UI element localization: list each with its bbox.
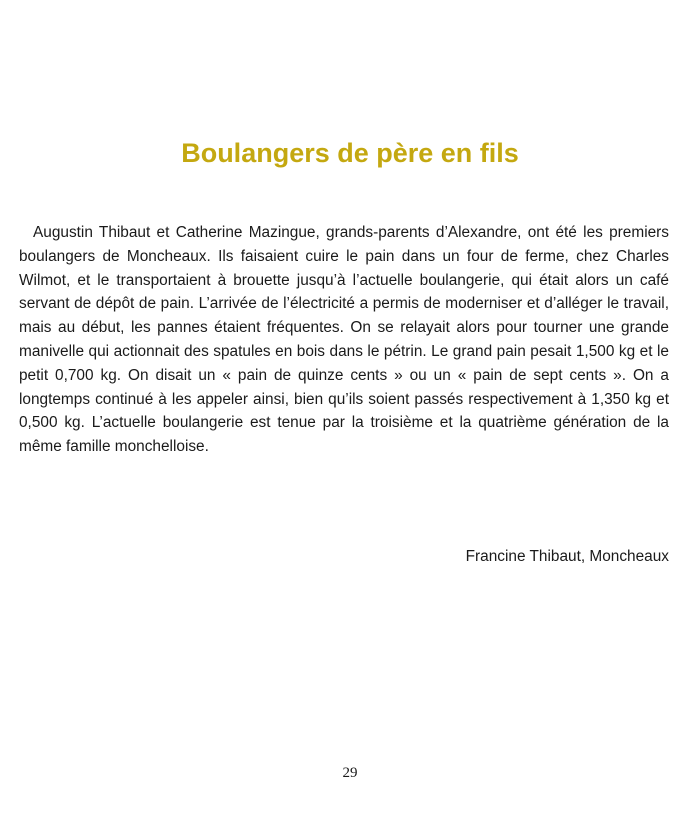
author-signature: Francine Thibaut, Moncheaux bbox=[465, 548, 669, 565]
body-paragraph: Augustin Thibaut et Catherine Mazingue, grands-parents d’Alexandre, ont été les premiers boulangers de Moncheaux. Ils faisaient cuire le pain dans un four de ferme, chez Charles Wilmot, et le transportaient à brouette jusqu’à l’actuelle boulangerie, qui était alors un café servant de dépôt de pain. L’arrivée de l’électricité a permis de moderniser et d’alléger le travail, mais au début, les pannes étaient fréquentes. On se relayait alors pour tourner une grande manivelle qui actionnait des spatules en bois dans le pétrin. Le grand pain pesait 1,500 kg et le petit 0,700 kg. On disait un « pain de quinze cents » ou un « pain de sept cents ». On a longtemps continué à les appeler ainsi, bien qu’ils soient passés respectivement à 1,350 kg et 0,500 kg. L’actuelle boulangerie est tenue par la troisième et la quatrième génération de la même famille monchelloise. bbox=[19, 224, 669, 456]
page-title: Boulangers de père en fils bbox=[181, 138, 519, 168]
page-number: 29 bbox=[342, 765, 358, 781]
